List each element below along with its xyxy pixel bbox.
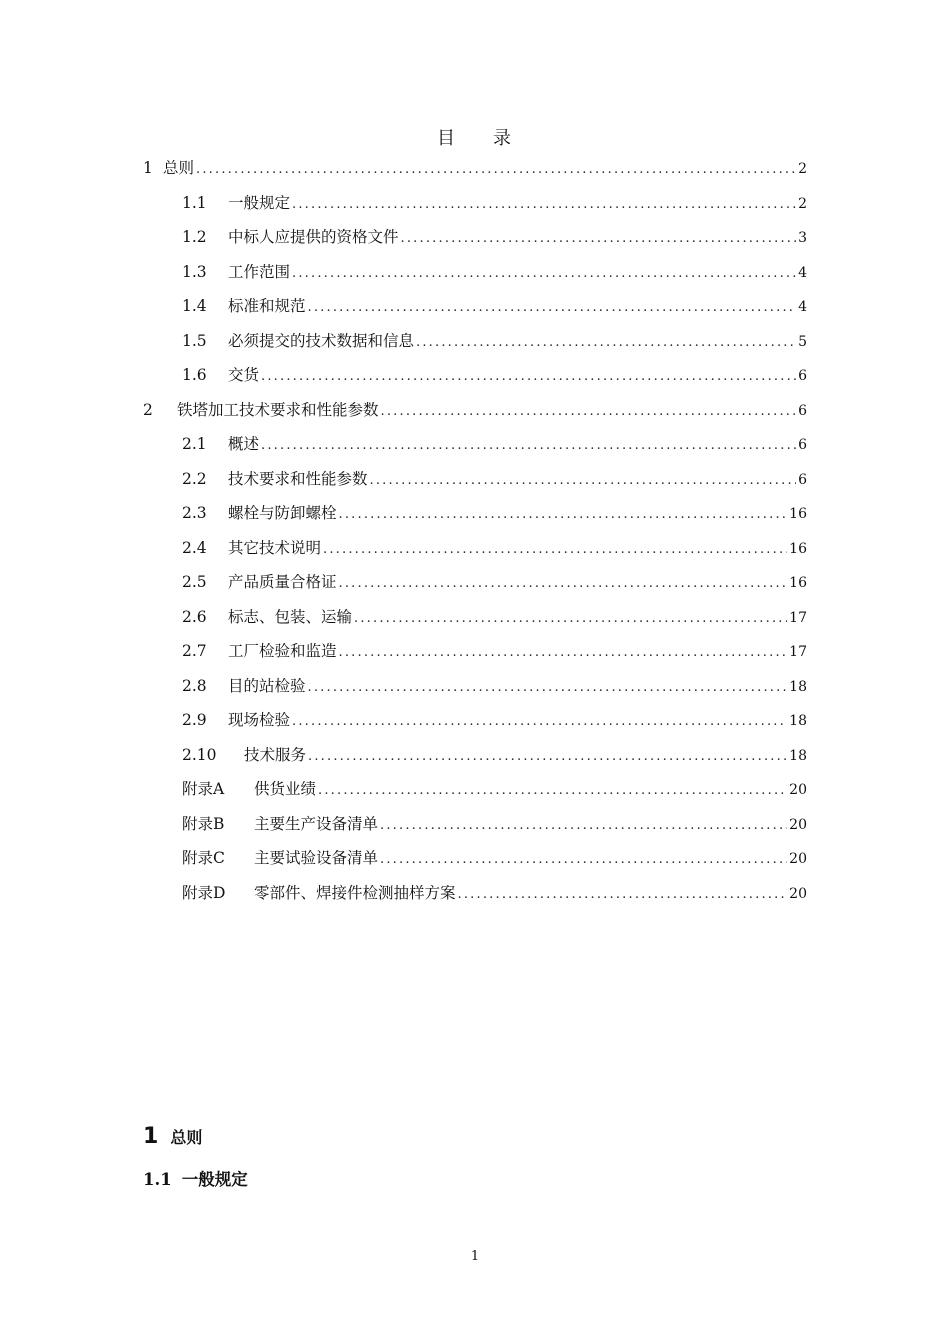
toc-entry-page: 3 (798, 230, 807, 246)
subsection-number: 1.1 (143, 1170, 172, 1189)
toc-leader-dots (339, 645, 788, 660)
toc-entry-number: 2.1 (182, 435, 207, 453)
toc-entry[interactable] (182, 674, 807, 708)
toc-entry-page: 6 (798, 437, 807, 453)
toc-entry-title: 中标人应提供的资格文件 (228, 228, 399, 246)
toc-entry-number: 2.5 (182, 573, 207, 591)
toc-leader-dots (261, 369, 796, 384)
toc-entry-page: 17 (789, 610, 807, 626)
toc-entry[interactable] (182, 846, 807, 880)
section-title: 总则 (170, 1128, 203, 1147)
toc-leader-dots (318, 783, 787, 798)
toc-entry-number: 2.3 (182, 504, 207, 522)
toc-entry-title: 工厂检验和监造 (228, 642, 337, 660)
toc-entry-page: 20 (789, 886, 807, 902)
toc-leader-dots (323, 542, 787, 557)
toc-leader-dots (370, 473, 797, 488)
toc-entry-number: 附录D (182, 884, 226, 902)
toc-leader-dots (308, 300, 797, 315)
toc-entry-title: 目的站检验 (228, 677, 306, 695)
toc-entry-number: 1.5 (182, 332, 207, 350)
toc-entry[interactable] (182, 777, 807, 811)
toc-entry-title: 螺栓与防卸螺栓 (228, 504, 337, 522)
toc-entry-title: 铁塔加工技术要求和性能参数 (177, 401, 379, 419)
toc-leader-dots (196, 162, 796, 177)
toc-entry-page: 6 (798, 403, 807, 419)
toc-entry-page: 18 (789, 679, 807, 695)
toc-leader-dots (401, 231, 797, 246)
toc-entry-number: 2.9 (182, 711, 207, 729)
toc-leader-dots (381, 404, 797, 419)
toc-leader-dots (339, 576, 788, 591)
toc-entry-title: 产品质量合格证 (228, 573, 337, 591)
toc-leader-dots (308, 749, 787, 764)
toc-entry-number: 附录C (182, 849, 225, 867)
toc-entry-title: 一般规定 (228, 194, 291, 212)
toc-entry-page: 16 (789, 575, 807, 591)
toc-entry[interactable] (182, 260, 807, 294)
toc-entry-title: 零部件、焊接件检测抽样方案 (254, 884, 456, 902)
toc-entry-title: 总则 (163, 159, 195, 177)
toc-leader-dots (308, 680, 788, 695)
toc-entry[interactable] (182, 329, 807, 363)
toc-entry[interactable] (182, 639, 807, 673)
toc-entry-title: 交货 (228, 366, 260, 384)
toc-entry[interactable] (182, 191, 807, 225)
toc-entry-number: 2.7 (182, 642, 207, 660)
toc-entry[interactable] (182, 501, 807, 535)
toc-entry[interactable] (182, 536, 807, 570)
toc-leader-dots (416, 335, 796, 350)
toc-entry-title: 供货业绩 (254, 780, 317, 798)
toc-entry-number: 1.1 (182, 194, 207, 212)
toc-entry-number: 1.6 (182, 366, 207, 384)
toc-title-right: 录 (493, 128, 513, 149)
toc-entry-page: 20 (789, 782, 807, 798)
toc-entry-number: 1 (143, 159, 153, 177)
toc-entry-number: 1.3 (182, 263, 207, 281)
toc-entry-page: 20 (789, 817, 807, 833)
toc-entry-number: 1.4 (182, 297, 207, 315)
toc-entry-number: 2.6 (182, 608, 207, 626)
toc-title (0, 124, 950, 150)
toc-leader-dots (458, 887, 788, 902)
page-number: 1 (470, 1249, 480, 1264)
toc-entry-page: 6 (798, 368, 807, 384)
toc-entry-number: 附录B (182, 815, 225, 833)
toc-leader-dots (380, 852, 787, 867)
toc-entry[interactable] (182, 605, 807, 639)
toc-leader-dots (354, 611, 787, 626)
toc-entry-page: 2 (798, 196, 807, 212)
toc-entry[interactable] (143, 156, 807, 190)
toc-entry-page: 17 (789, 644, 807, 660)
toc-entry-number: 2.8 (182, 677, 207, 695)
toc-entry-page: 2 (798, 161, 807, 177)
toc-entry[interactable] (182, 708, 807, 742)
toc-entry-title: 主要试验设备清单 (254, 849, 379, 867)
section-heading (143, 1124, 202, 1149)
toc-entry-page: 5 (798, 334, 807, 350)
section-number: 1 (143, 1124, 159, 1149)
toc-entry[interactable] (182, 363, 807, 397)
toc-entry-page: 4 (798, 265, 807, 281)
toc-entry-title: 标志、包装、运输 (228, 608, 353, 626)
toc-entry[interactable] (182, 467, 807, 501)
subsection-title: 一般规定 (181, 1170, 248, 1189)
toc-entry[interactable] (182, 225, 807, 259)
toc-entry-number: 2 (143, 401, 153, 419)
toc-entry-title: 技术服务 (244, 746, 307, 764)
toc-entry-number: 附录A (182, 780, 225, 798)
toc-title-left: 目 (437, 128, 457, 149)
toc-entry-page: 4 (798, 299, 807, 315)
toc-entry-title: 主要生产设备清单 (254, 815, 379, 833)
toc-entry-title: 标准和规范 (228, 297, 306, 315)
toc-leader-dots (380, 818, 787, 833)
toc-entry[interactable] (182, 432, 807, 466)
toc-entry[interactable] (182, 570, 807, 604)
subsection-heading (143, 1166, 248, 1190)
toc-entry-number: 2.2 (182, 470, 207, 488)
toc-entry-page: 18 (789, 713, 807, 729)
toc-entry[interactable] (182, 743, 807, 777)
toc-entry-title: 概述 (228, 435, 260, 453)
toc-entry-title: 其它技术说明 (228, 539, 322, 557)
toc-entry-title: 技术要求和性能参数 (228, 470, 368, 488)
toc-entry[interactable] (182, 812, 807, 846)
toc-entry-page: 18 (789, 748, 807, 764)
toc-entry[interactable] (143, 398, 807, 432)
toc-entry-title: 现场检验 (228, 711, 291, 729)
toc-leader-dots (292, 197, 796, 212)
toc-leader-dots (339, 507, 788, 522)
toc-entry-page: 16 (789, 541, 807, 557)
toc-entry-page: 16 (789, 506, 807, 522)
toc-entry-number: 2.4 (182, 539, 207, 557)
toc-leader-dots (261, 438, 796, 453)
toc-entry-page: 6 (798, 472, 807, 488)
toc-entry-number: 1.2 (182, 228, 207, 246)
toc-entry-title: 必须提交的技术数据和信息 (228, 332, 415, 350)
toc-entry-title: 工作范围 (228, 263, 291, 281)
toc-entry-page: 20 (789, 851, 807, 867)
toc-entry-number: 2.10 (182, 746, 217, 764)
toc-entry[interactable] (182, 881, 807, 915)
toc-leader-dots (292, 266, 796, 281)
toc-leader-dots (292, 714, 787, 729)
toc-entry[interactable] (182, 294, 807, 328)
